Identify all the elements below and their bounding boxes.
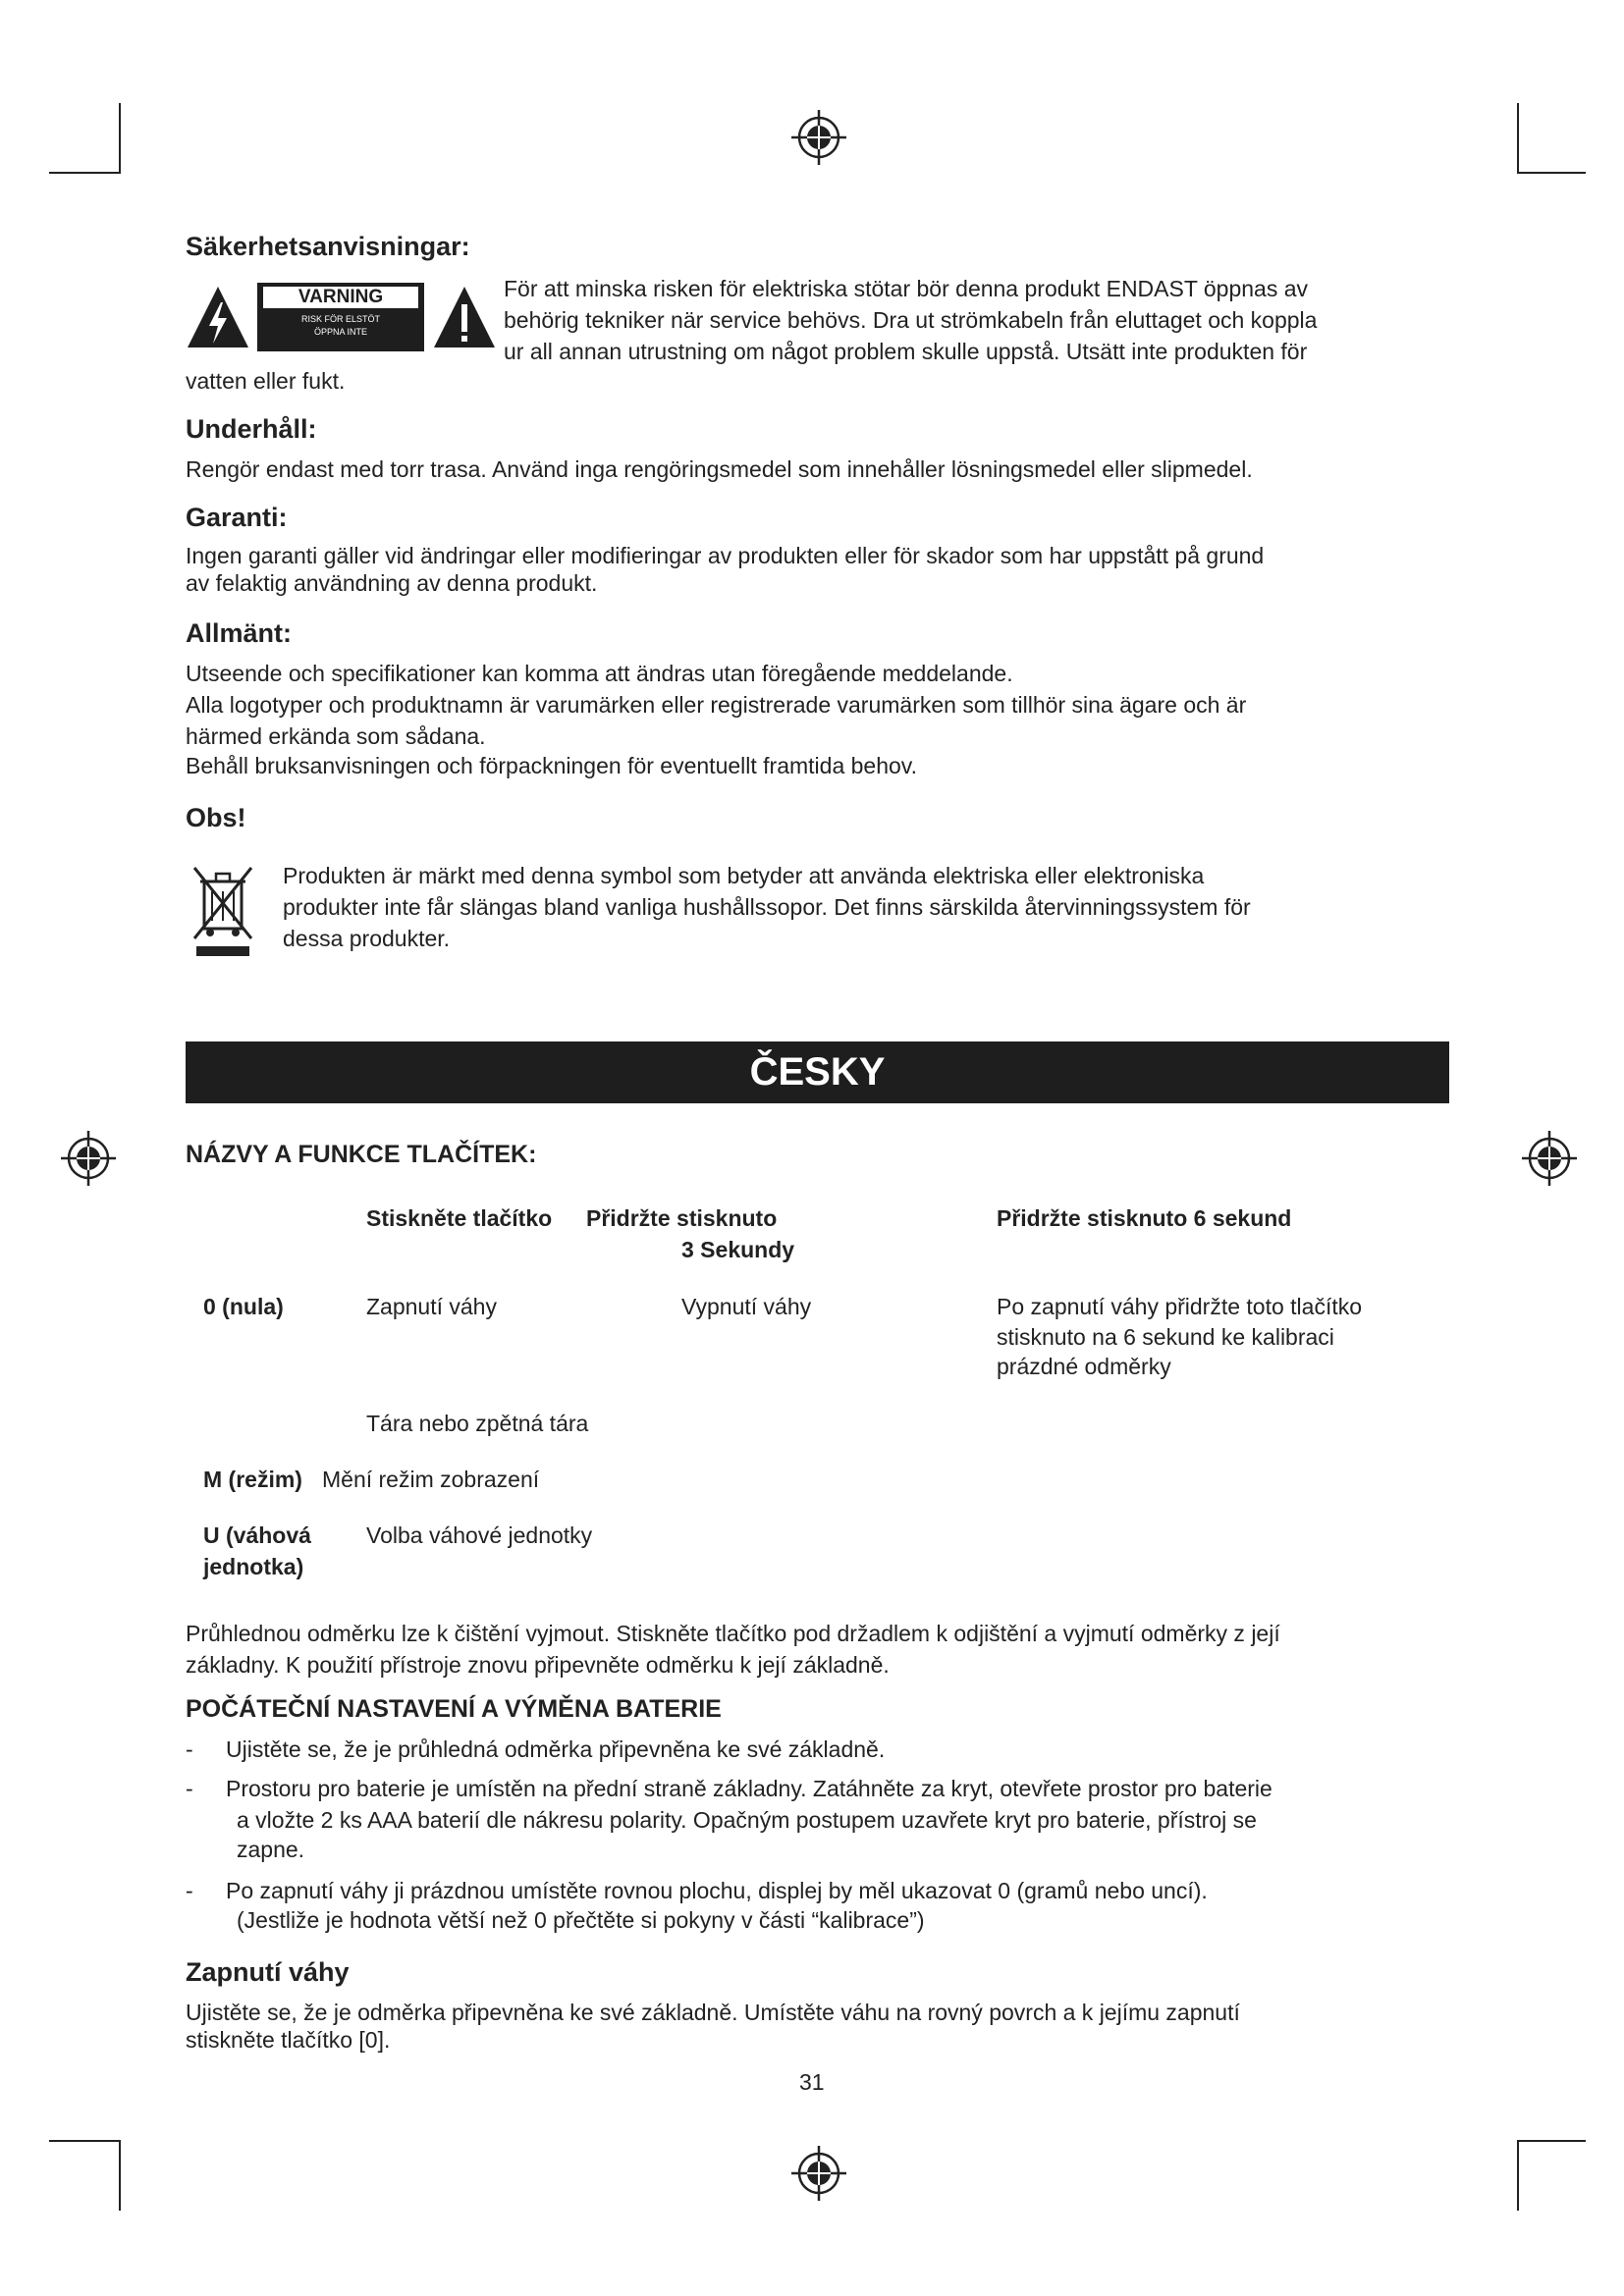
- bullet-text: Ujistěte se, že je průhledná odměrka připevněna ke své základně.: [226, 1736, 886, 1762]
- registration-mark-icon: [791, 2146, 846, 2201]
- safety-text-line: För att minska risken för elektriska stötar bör denna produkt ENDAST öppnas av: [504, 276, 1309, 301]
- crop-mark-tl: [119, 103, 121, 174]
- warning-label-box: [257, 283, 424, 351]
- note-heading: Obs!: [186, 803, 246, 832]
- note-text-line: Produkten är märkt med denna symbol som betyder att använda elektriska eller elektroniska: [283, 863, 1205, 888]
- table-cell-hold6: Po zapnutí váhy přidržte toto tlačítko: [997, 1294, 1363, 1319]
- table-cell-hold6: prázdné odměrky: [997, 1354, 1171, 1379]
- general-text-line: Utseende och specifikationer kan komma att ändras utan föregående meddelande.: [186, 661, 1013, 686]
- warranty-text-line: Ingen garanti gäller vid ändringar eller modifieringar av produkten eller för skador som har uppstått på grund: [186, 543, 1265, 568]
- crop-mark-br: [1517, 2140, 1519, 2211]
- removal-text-line: základny. K použití přístroje znovu připevněte odměrku k její základně.: [186, 1652, 890, 1678]
- bullet-text: a vložte 2 ks AAA baterií dle nákresu polarity. Opačným postupem uzavřete kryt pro baterie, přístroj se: [237, 1807, 1257, 1833]
- warranty-heading: Garanti:: [186, 503, 288, 532]
- table-row-key: jednotka): [203, 1554, 304, 1579]
- table-cell-hold3: Vypnutí váhy: [681, 1294, 812, 1319]
- page-number: 31: [799, 2069, 825, 2095]
- power-on-text-line: stiskněte tlačítko [0].: [186, 2027, 391, 2053]
- crop-mark-bl: [49, 2140, 121, 2142]
- table-cell-press: Volba váhové jednotky: [366, 1522, 593, 1548]
- general-text-line: Behåll bruksanvisningen och förpackningen för eventuellt framtida behov.: [186, 753, 917, 778]
- weee-crossed-bin-icon: [190, 860, 255, 958]
- note-text-line: produkter inte får slängas bland vanliga hushållssopor. Det finns särskilda återvinningssystem för: [283, 894, 1251, 920]
- crop-mark-tr: [1517, 103, 1519, 174]
- table-cell-press: Tára nebo zpětná tára: [366, 1411, 589, 1436]
- general-text-line: härmed erkända som sådana.: [186, 723, 486, 749]
- registration-mark-icon: [1522, 1131, 1577, 1186]
- bullet-dash: -: [186, 1736, 193, 1762]
- buttons-heading: NÁZVY A FUNKCE TLAČÍTEK:: [186, 1141, 537, 1168]
- bullet-dash: -: [186, 1878, 193, 1903]
- bullet-dash: -: [186, 1776, 193, 1801]
- table-cell-press: Zapnutí váhy: [366, 1294, 497, 1319]
- maintenance-heading: Underhåll:: [186, 414, 317, 444]
- registration-mark-icon: [791, 110, 846, 165]
- setup-heading: POČÁTEČNÍ NASTAVENÍ A VÝMĚNA BATERIE: [186, 1695, 722, 1723]
- power-on-text-line: Ujistěte se, že je odměrka připevněna ke své základně. Umístěte váhu na rovný povrch a k jejímu zapnutí: [186, 2000, 1240, 2025]
- table-row-key: U (váhová: [203, 1522, 311, 1548]
- crop-mark-tr: [1517, 172, 1586, 174]
- safety-text-line: ur all annan utrustning om något problem skulle uppstå. Utsätt inte produkten för: [504, 339, 1308, 364]
- maintenance-text: Rengör endast med torr trasa. Använd inga rengöringsmedel som innehåller lösningsmedel eller slipmedel.: [186, 456, 1253, 482]
- caution-exclamation-icon: [432, 285, 497, 349]
- table-header-hold6: Přidržte stisknuto 6 sekund: [997, 1205, 1292, 1231]
- warning-sublabel: ÖPPNA INTE: [313, 327, 367, 337]
- general-heading: Allmänt:: [186, 618, 292, 648]
- safety-text-line: vatten eller fukt.: [186, 368, 346, 394]
- table-cell-hold6: stisknuto na 6 sekund ke kalibraci: [997, 1324, 1334, 1350]
- bullet-text: (Jestliže je hodnota větší než 0 přečtěte si pokyny v části “kalibrace”): [237, 1907, 925, 1933]
- table-header-hold3-sub: 3 Sekundy: [681, 1237, 795, 1262]
- crop-mark-br: [1517, 2140, 1586, 2142]
- bullet-text: zapne.: [237, 1837, 305, 1862]
- note-text-line: dessa produkter.: [283, 926, 451, 951]
- table-header-press: Stiskněte tlačítko: [366, 1205, 553, 1231]
- warning-label: VARNING: [263, 287, 418, 308]
- general-text-line: Alla logotyper och produktnamn är varumärken eller registrerade varumärken som tillhör sina ägare och är: [186, 692, 1247, 718]
- warranty-text-line: av felaktig användning av denna produkt.: [186, 570, 598, 596]
- bullet-text: Prostoru pro baterie je umístěn na přední straně základny. Zatáhněte za kryt, otevřete prostor pro baterie: [226, 1776, 1272, 1801]
- bullet-text: Po zapnutí váhy ji prázdnou umístěte rovnou plochu, displej by měl ukazovat 0 (gramů nebo uncí).: [226, 1878, 1208, 1903]
- power-on-heading: Zapnutí váhy: [186, 1957, 350, 1987]
- electric-shock-warning-icon: [186, 285, 250, 349]
- language-banner: ČESKY: [186, 1041, 1449, 1103]
- crop-mark-tl: [49, 172, 121, 174]
- table-row-key: 0 (nula): [203, 1294, 284, 1319]
- table-header-hold3: Přidržte stisknuto: [586, 1205, 778, 1231]
- table-row-key: M (režim): [203, 1467, 302, 1492]
- table-cell-press: Mění režim zobrazení: [322, 1467, 540, 1492]
- safety-text-line: behörig tekniker när service behövs. Dra ut strömkabeln från eluttaget och koppla: [504, 307, 1318, 333]
- crop-mark-bl: [119, 2140, 121, 2211]
- registration-mark-icon: [61, 1131, 116, 1186]
- warning-sublabel: RISK FÖR ELSTÖT: [300, 314, 380, 324]
- safety-heading: Säkerhetsanvisningar:: [186, 232, 470, 261]
- removal-text-line: Průhlednou odměrku lze k čištění vyjmout. Stiskněte tlačítko pod držadlem k odjištění a vyjmutí odměrky z její: [186, 1621, 1280, 1646]
